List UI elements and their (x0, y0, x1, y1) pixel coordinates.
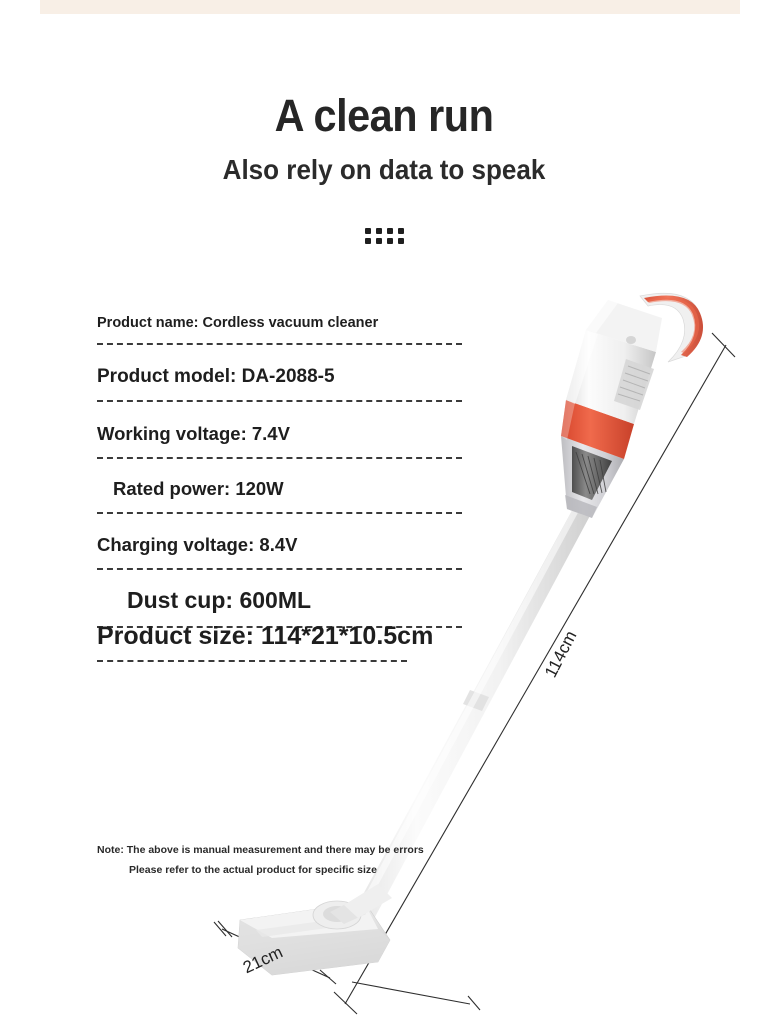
spec-row (97, 622, 477, 662)
spec-label: Product model: DA-2088-5 (97, 366, 335, 387)
spec-label: Charging voltage: 8.4V (97, 534, 298, 555)
spec-row (97, 514, 477, 570)
spec-row (97, 345, 477, 402)
spec-row (97, 402, 477, 459)
power-button (626, 336, 636, 344)
spec-label: Product name: Cordless vacuum cleaner (97, 315, 379, 331)
spec-row (97, 570, 477, 628)
spec-row (97, 300, 477, 345)
page-subtitle: Also rely on data to speak (222, 154, 546, 186)
spec-label: Dust cup: 600ML (127, 587, 312, 613)
spec-label: Rated power: 120W (113, 478, 284, 499)
footnote-line-2: Please refer to the actual product for specific size (129, 864, 377, 876)
dimension-label-21cm: 21cm (240, 942, 286, 978)
spec-row (97, 459, 477, 514)
spec-divider (97, 660, 407, 662)
footnote-block (97, 840, 497, 880)
dimension-label-114cm: 114cm (541, 627, 581, 681)
dimension-line-depth (352, 982, 480, 1010)
footnote-line-1: Note: The above is manual measurement and there may be errors (97, 844, 424, 856)
spec-label: Product size: 114*21*10.5cm (97, 622, 434, 650)
spec-label: Working voltage: 7.4V (97, 423, 290, 444)
page-title: A clean run (274, 90, 494, 141)
specification-list (97, 300, 477, 662)
